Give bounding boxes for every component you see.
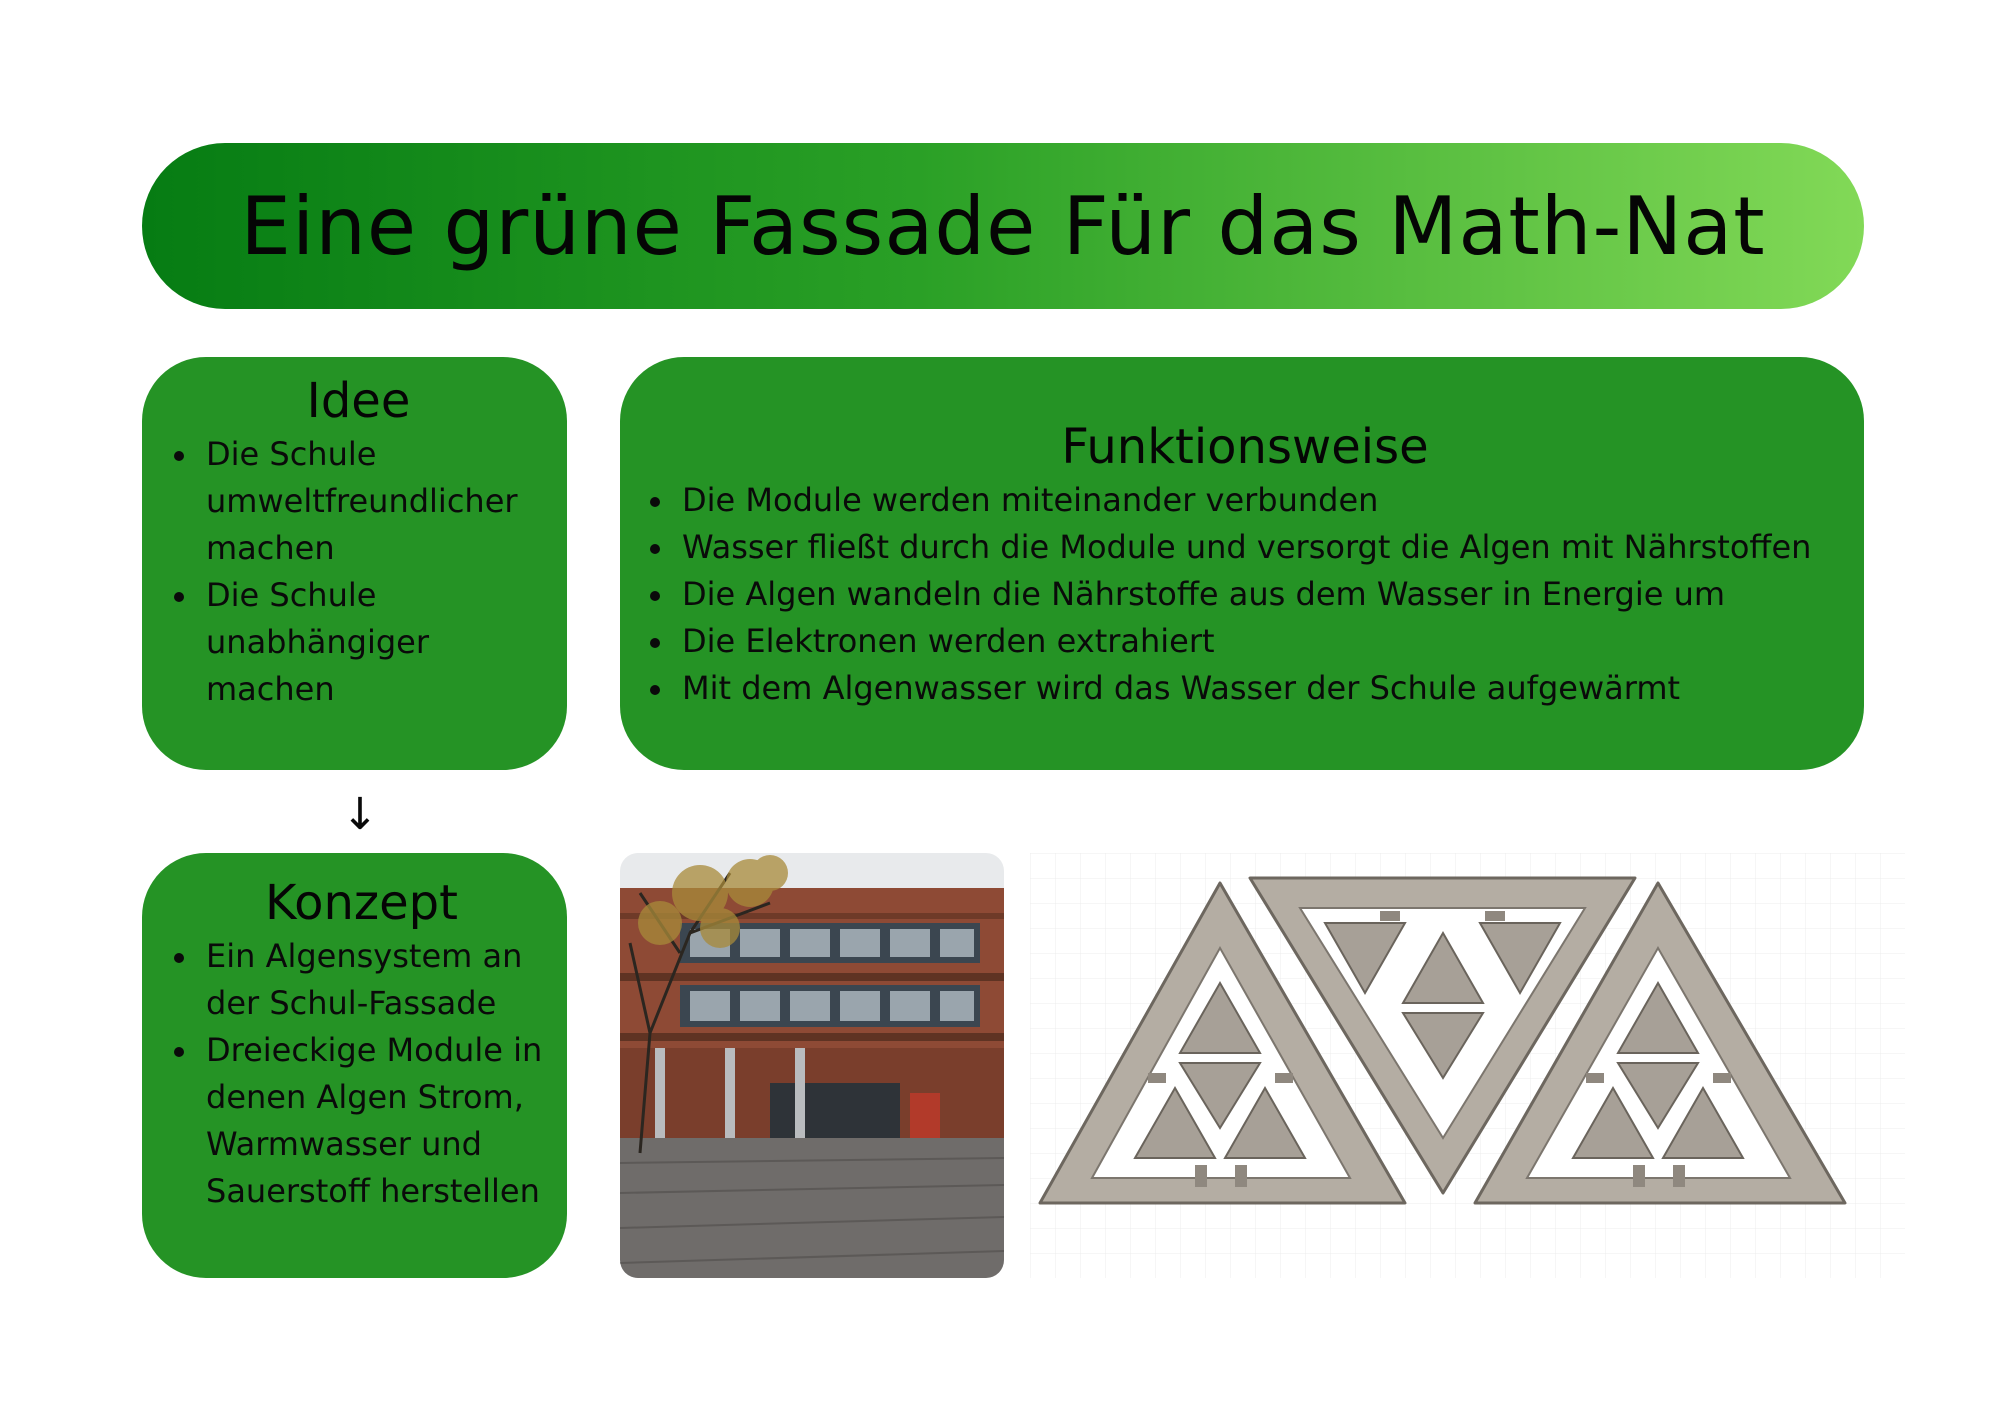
funktionsweise-card — [620, 357, 1864, 770]
funktionsweise-heading: Funktionsweise — [1061, 419, 1429, 475]
page-title: Eine grüne Fassade Für das Math-Nat — [240, 179, 1766, 273]
funktionsweise-item: Mit dem Algenwasser wird das Wasser der Schule aufgewärmt — [646, 665, 1844, 712]
idee-heading: Idee — [306, 373, 411, 429]
title-banner — [142, 143, 1864, 309]
module-render-illustration — [1030, 853, 1905, 1278]
school-building-photo — [620, 853, 1004, 1278]
funktionsweise-list — [646, 477, 1844, 712]
idee-card — [142, 357, 567, 770]
down-arrow-icon: ↓ — [341, 789, 379, 840]
konzept-item: Dreieckige Module in denen Algen Strom, Warmwasser und Sauerstoff herstellen — [170, 1027, 553, 1215]
konzept-heading: Konzept — [265, 875, 458, 931]
funktionsweise-item: Die Module werden miteinander verbunden — [646, 477, 1844, 524]
school-building-illustration — [620, 853, 1004, 1278]
idee-list — [170, 431, 547, 713]
funktionsweise-item: Die Algen wandeln die Nährstoffe aus dem Wasser in Energie um — [646, 571, 1844, 618]
funktionsweise-item: Die Elektronen werden extrahiert — [646, 618, 1844, 665]
idee-item: Die Schule unabhängiger machen — [170, 572, 547, 713]
funktionsweise-item: Wasser fließt durch die Module und versorgt die Algen mit Nährstoffen — [646, 524, 1844, 571]
idee-item: Die Schule umweltfreundlicher machen — [170, 431, 547, 572]
konzept-item: Ein Algensystem an der Schul-Fassade — [170, 933, 553, 1027]
triangular-module-render — [1030, 853, 1905, 1278]
konzept-card — [142, 853, 567, 1278]
konzept-list — [170, 933, 553, 1215]
